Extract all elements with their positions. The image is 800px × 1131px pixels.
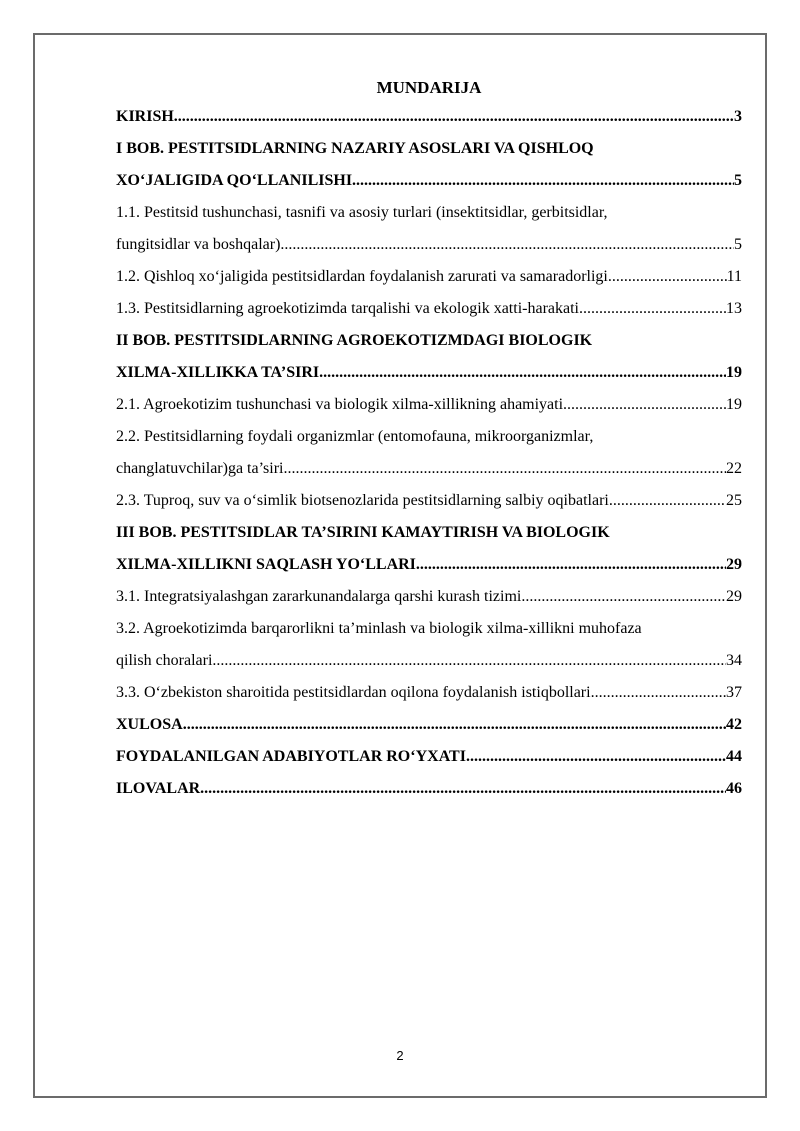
toc-entry-text: II BOB. PESTITSIDLARNING AGROEKOTIZMDAGI BIOLOGIK	[116, 332, 593, 349]
toc-entry-text: 3.1. Integratsiyalashgan zararkunandalarga qarshi kurash tizimi	[116, 588, 522, 605]
toc-entry-text: 2.3. Tuproq, suv va o‘simlik biotsenozlarida pestitsidlarning salbiy oqibatlari	[116, 492, 609, 509]
toc-page-number: 25	[726, 492, 742, 509]
toc-entry-line	[116, 709, 742, 741]
toc-entry-line	[116, 133, 742, 165]
toc-entry-line	[116, 581, 742, 613]
toc-leader-dots	[563, 389, 726, 421]
toc-leader-dots	[352, 165, 734, 197]
toc-entry-line	[116, 165, 742, 197]
toc-leader-dots	[416, 549, 726, 581]
toc-entry-line	[116, 773, 742, 805]
page-number: 2	[396, 1048, 404, 1063]
toc-entry-line	[116, 741, 742, 773]
toc-entry-text: XO‘JALIGIDA QO‘LLANILISHI	[116, 172, 353, 189]
toc-entry-line	[116, 261, 742, 293]
toc-entry-line	[116, 549, 742, 581]
toc-leader-dots	[212, 645, 726, 677]
toc-entry-text: 1.2. Qishloq xo‘jaligida pestitsidlardan foydalanish zarurati va samaradorligi	[116, 268, 608, 285]
toc-entry-line	[116, 101, 742, 133]
toc-entry-line	[116, 421, 742, 453]
toc-entry-text: KIRISH	[116, 108, 174, 125]
toc-entry-line	[116, 613, 742, 645]
toc-entry-line	[116, 645, 742, 677]
toc-leader-dots	[200, 773, 726, 805]
toc-page-number: 44	[726, 748, 742, 765]
toc-leader-dots	[466, 741, 726, 773]
toc-page-number: 19	[726, 396, 742, 413]
toc-leader-dots	[319, 357, 726, 389]
toc-page-number: 29	[726, 588, 742, 605]
toc-entry-text: 1.3. Pestitsidlarning agroekotizimda tarqalishi va ekologik xatti-harakati	[116, 300, 579, 317]
table-of-contents	[116, 75, 742, 805]
toc-page-number: 3	[734, 108, 742, 125]
toc-entry-text: changlatuvchilar)ga ta’siri	[116, 460, 284, 477]
toc-leader-dots	[521, 581, 726, 613]
toc-entry-line	[116, 357, 742, 389]
toc-entry-line	[116, 325, 742, 357]
toc-entry-text: FOYDALANILGAN ADABIYOTLAR RO‘YXATI	[116, 748, 466, 765]
toc-page-number: 5	[734, 172, 742, 189]
toc-leader-dots	[280, 229, 734, 261]
toc-leader-dots	[591, 677, 726, 709]
toc-entry-text: 2.1. Agroekotizim tushunchasi va biologik xilma-xillikning ahamiyati	[116, 396, 564, 413]
toc-leader-dots	[283, 453, 726, 485]
toc-entry-text: 3.3. O‘zbekiston sharoitida pestitsidlardan oqilona foydalanish istiqbollari	[116, 684, 591, 701]
toc-entry-text: qilish choralari	[116, 652, 213, 669]
toc-page-number: 37	[726, 684, 742, 701]
toc-entry-text: XULOSA	[116, 716, 183, 733]
toc-leader-dots	[579, 293, 726, 325]
toc-page-number: 29	[726, 556, 742, 573]
toc-page-number: 5	[734, 236, 742, 253]
toc-leader-dots	[609, 485, 726, 517]
toc-entry-text: XILMA-XILLIKKA TA’SIRI	[116, 364, 320, 381]
toc-entry-line	[116, 197, 742, 229]
toc-title: MUNDARIJA	[376, 78, 482, 97]
toc-leader-dots	[174, 101, 734, 133]
toc-page-number: 11	[726, 268, 742, 285]
toc-list	[116, 101, 742, 805]
toc-entry-text: I BOB. PESTITSIDLARNING NAZARIY ASOSLARI VA QISHLOQ	[116, 140, 594, 157]
toc-entry-line	[116, 389, 742, 421]
toc-leader-dots	[183, 709, 726, 741]
toc-entry-line	[116, 453, 742, 485]
toc-leader-dots	[608, 261, 727, 293]
toc-entry-text: 2.2. Pestitsidlarning foydali organizmlar (entomofauna, mikroorganizmlar,	[116, 428, 594, 445]
toc-page-number: 19	[726, 364, 742, 381]
toc-entry-line	[116, 677, 742, 709]
toc-entry-line	[116, 485, 742, 517]
toc-entry-text: fungitsidlar va boshqalar)	[116, 236, 281, 253]
toc-page-number: 22	[726, 460, 742, 477]
toc-entry-text: ILOVALAR	[116, 780, 201, 797]
toc-entry-text: 1.1. Pestitsid tushunchasi, tasnifi va asosiy turlari (insektitsidlar, gerbitsidlar,	[116, 204, 608, 221]
toc-page-number: 42	[726, 716, 742, 733]
toc-entry-line	[116, 517, 742, 549]
toc-entry-line	[116, 229, 742, 261]
toc-entry-line	[116, 293, 742, 325]
toc-entry-text: III BOB. PESTITSIDLAR TA’SIRINI KAMAYTIRISH VA BIOLOGIK	[116, 524, 610, 541]
toc-entry-text: 3.2. Agroekotizimda barqarorlikni ta’minlash va biologik xilma-xillikni muhofaza	[116, 620, 642, 637]
toc-page-number: 13	[726, 300, 742, 317]
toc-page-number: 46	[726, 780, 742, 797]
toc-entry-text: XILMA-XILLIKNI SAQLASH YO‘LLARI	[116, 556, 416, 573]
toc-page-number: 34	[726, 652, 742, 669]
